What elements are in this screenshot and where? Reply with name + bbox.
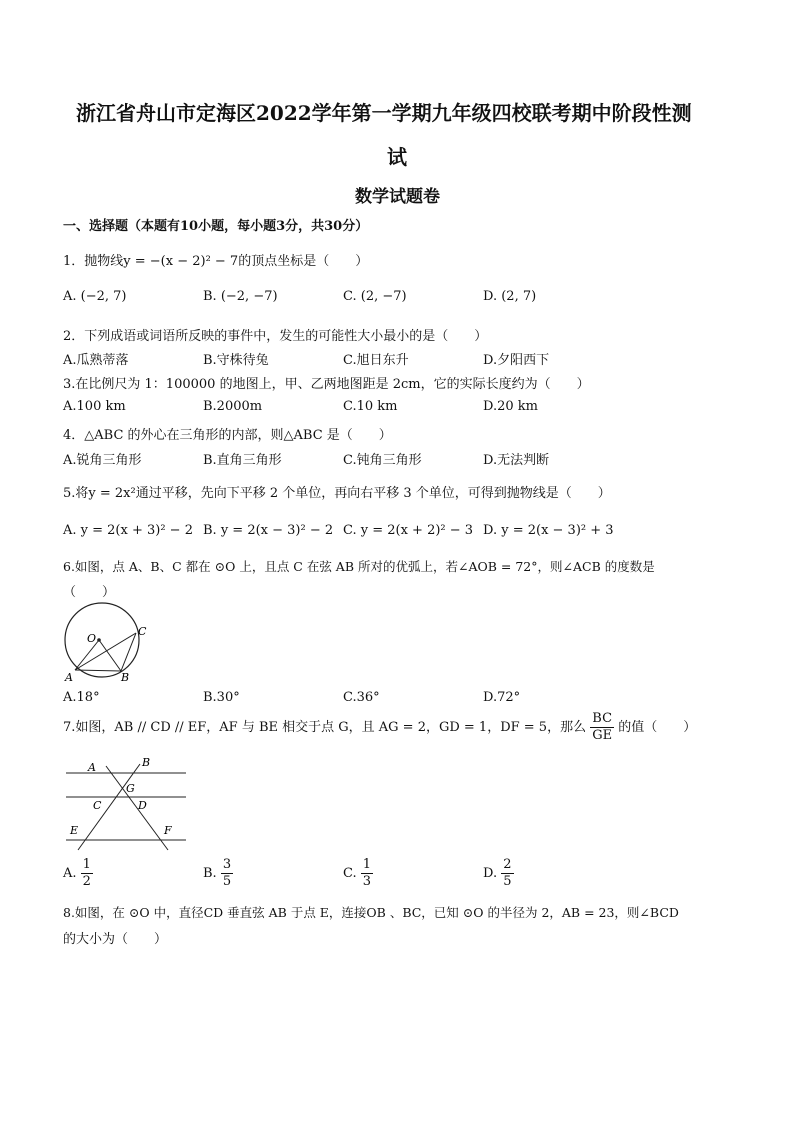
q6-label-c: C (138, 625, 147, 638)
q6-center-point (97, 638, 101, 642)
question-3-stem: 3.在比例尺为 1：100000 的地图上，甲、乙两地图距是 2cm，它的实际长度约为（ ） (63, 377, 590, 392)
q7-label-g: G (126, 782, 135, 795)
question-6-option-a: A.18° (63, 690, 100, 705)
question-7-option-b (203, 857, 233, 890)
question-8-stem-cont: 的大小为（ ） (63, 932, 168, 947)
question-1-option-c: C. (2, −7) (343, 289, 407, 304)
q7-line-be (78, 764, 140, 850)
question-3-option-b: B.2000m (203, 399, 263, 414)
question-7-option-c-num: 1 (362, 857, 372, 872)
question-5-option-a: A. y = 2(x + 3)² − 2 (63, 523, 193, 538)
question-2-stem: 2．下列成语或词语所反映的事件中，发生的可能性大小最小的是（ ） (63, 329, 488, 344)
q6-segment-ac (75, 633, 136, 670)
question-7-option-c-label: C. (343, 866, 357, 881)
question-7-option-b-den: 5 (222, 874, 232, 889)
question-7-stem-text: 7.如图，AB // CD // EF，AF 与 BE 相交于点 G，且 AG = 2，GD = 1，DF = 5，那么 (63, 720, 587, 735)
q6-circle (65, 603, 139, 677)
question-3-option-c: C.10 km (343, 399, 398, 414)
question-1-option-a: A. (−2, 7) (63, 289, 127, 304)
question-4-option-a: A.锐角三角形 (63, 453, 142, 468)
question-3-option-d: D.20 km (483, 399, 538, 414)
question-7-option-a-frac (81, 857, 93, 890)
question-5-option-b: B. y = 2(x − 3)² − 2 (203, 523, 334, 538)
page-title-cont: 试 (387, 145, 407, 169)
q7-label-f: F (164, 824, 172, 837)
q7-line-af (106, 766, 168, 850)
q7-label-b: B (142, 756, 151, 769)
question-7-option-a-label: A. (63, 866, 77, 881)
q7-label-a: A (88, 761, 96, 774)
question-2-option-c: C.旭日东升 (343, 353, 409, 368)
q6-label-b: B (121, 671, 130, 684)
question-7-option-d-num: 2 (503, 857, 512, 872)
question-6-option-d: D.72° (483, 690, 521, 705)
section-heading: 一、选择题（本题有10小题，每小题3分，共30分） (63, 219, 369, 234)
question-2-option-b: B.守株待兔 (203, 353, 269, 368)
question-7-option-c (343, 857, 373, 890)
question-4-option-d: D.无法判断 (483, 453, 550, 468)
question-7-option-b-num: 3 (222, 857, 232, 872)
question-1-option-d: D. (2, 7) (483, 289, 537, 304)
question-2-option-d: D.夕阳西下 (483, 353, 550, 368)
question-4-option-c: C.钝角三角形 (343, 453, 422, 468)
question-6-figure (58, 600, 168, 686)
q6-label-o: O (87, 632, 97, 645)
question-7-stem-end: 的值（ ） (618, 720, 697, 735)
question-4-stem: 4．△ABC 的外心在三角形的内部，则△ABC 是（ ） (63, 428, 392, 443)
question-7-figure (60, 752, 190, 852)
question-7-option-b-frac (221, 857, 233, 890)
question-7-option-a-num: 1 (82, 857, 91, 872)
q6-label-a: A (65, 671, 73, 684)
question-7-option-d (483, 857, 514, 890)
question-7-fraction (590, 711, 614, 744)
question-7-fraction-den: GE (592, 728, 613, 743)
question-7-option-a (63, 857, 93, 890)
question-5-stem: 5.将y = 2x²通过平移，先向下平移 2 个单位，再向右平移 3 个单位，可得到抛物线是（ ） (63, 486, 611, 501)
question-4-option-b: B.直角三角形 (203, 453, 282, 468)
question-5-option-d: D. y = 2(x − 3)² + 3 (483, 523, 614, 538)
question-6-stem-cont: （ ） (63, 585, 116, 600)
q7-label-e: E (70, 824, 79, 837)
question-6-stem: 6.如图，点 A、B、C 都在 ⊙O 上，且点 C 在弦 AB 所对的优弧上，若∠AOB = 72°，则∠ACB 的度数是 (63, 559, 655, 574)
question-7-option-b-label: B. (203, 866, 217, 881)
question-7-option-d-den: 5 (503, 874, 512, 889)
question-7-option-d-frac (501, 857, 513, 890)
question-1-stem: 1．抛物线y = −(x − 2)² − 7的顶点坐标是（ ） (63, 254, 369, 269)
question-8-stem: 8.如图，在 ⊙O 中，直径CD 垂直弦 AB 于点 E，连接OB 、BC，已知 ⊙O 的半径为 2，AB = 23，则∠BCD (63, 905, 679, 920)
question-7-option-c-frac (361, 857, 373, 890)
q7-label-c: C (93, 799, 102, 812)
question-2-option-a: A.瓜熟蒂落 (63, 353, 129, 368)
question-6-option-c: C.36° (343, 690, 380, 705)
question-7-option-c-den: 3 (362, 874, 372, 889)
q7-label-d: D (138, 799, 147, 812)
question-3-option-a: A.100 km (63, 399, 126, 414)
question-7-option-d-label: D. (483, 866, 498, 881)
question-7-option-a-den: 2 (82, 874, 91, 889)
page-subtitle: 数学试题卷 (355, 187, 440, 207)
question-7-stem (63, 711, 696, 744)
question-5-option-c: C. y = 2(x + 2)² − 3 (343, 523, 474, 538)
question-6-option-b: B.30° (203, 690, 240, 705)
question-1-option-b: B. (−2, −7) (203, 289, 278, 304)
question-7-fraction-num: BC (590, 711, 614, 728)
page-title: 浙江省舟山市定海区2022学年第一学期九年级四校联考期中阶段性测 (76, 101, 692, 125)
